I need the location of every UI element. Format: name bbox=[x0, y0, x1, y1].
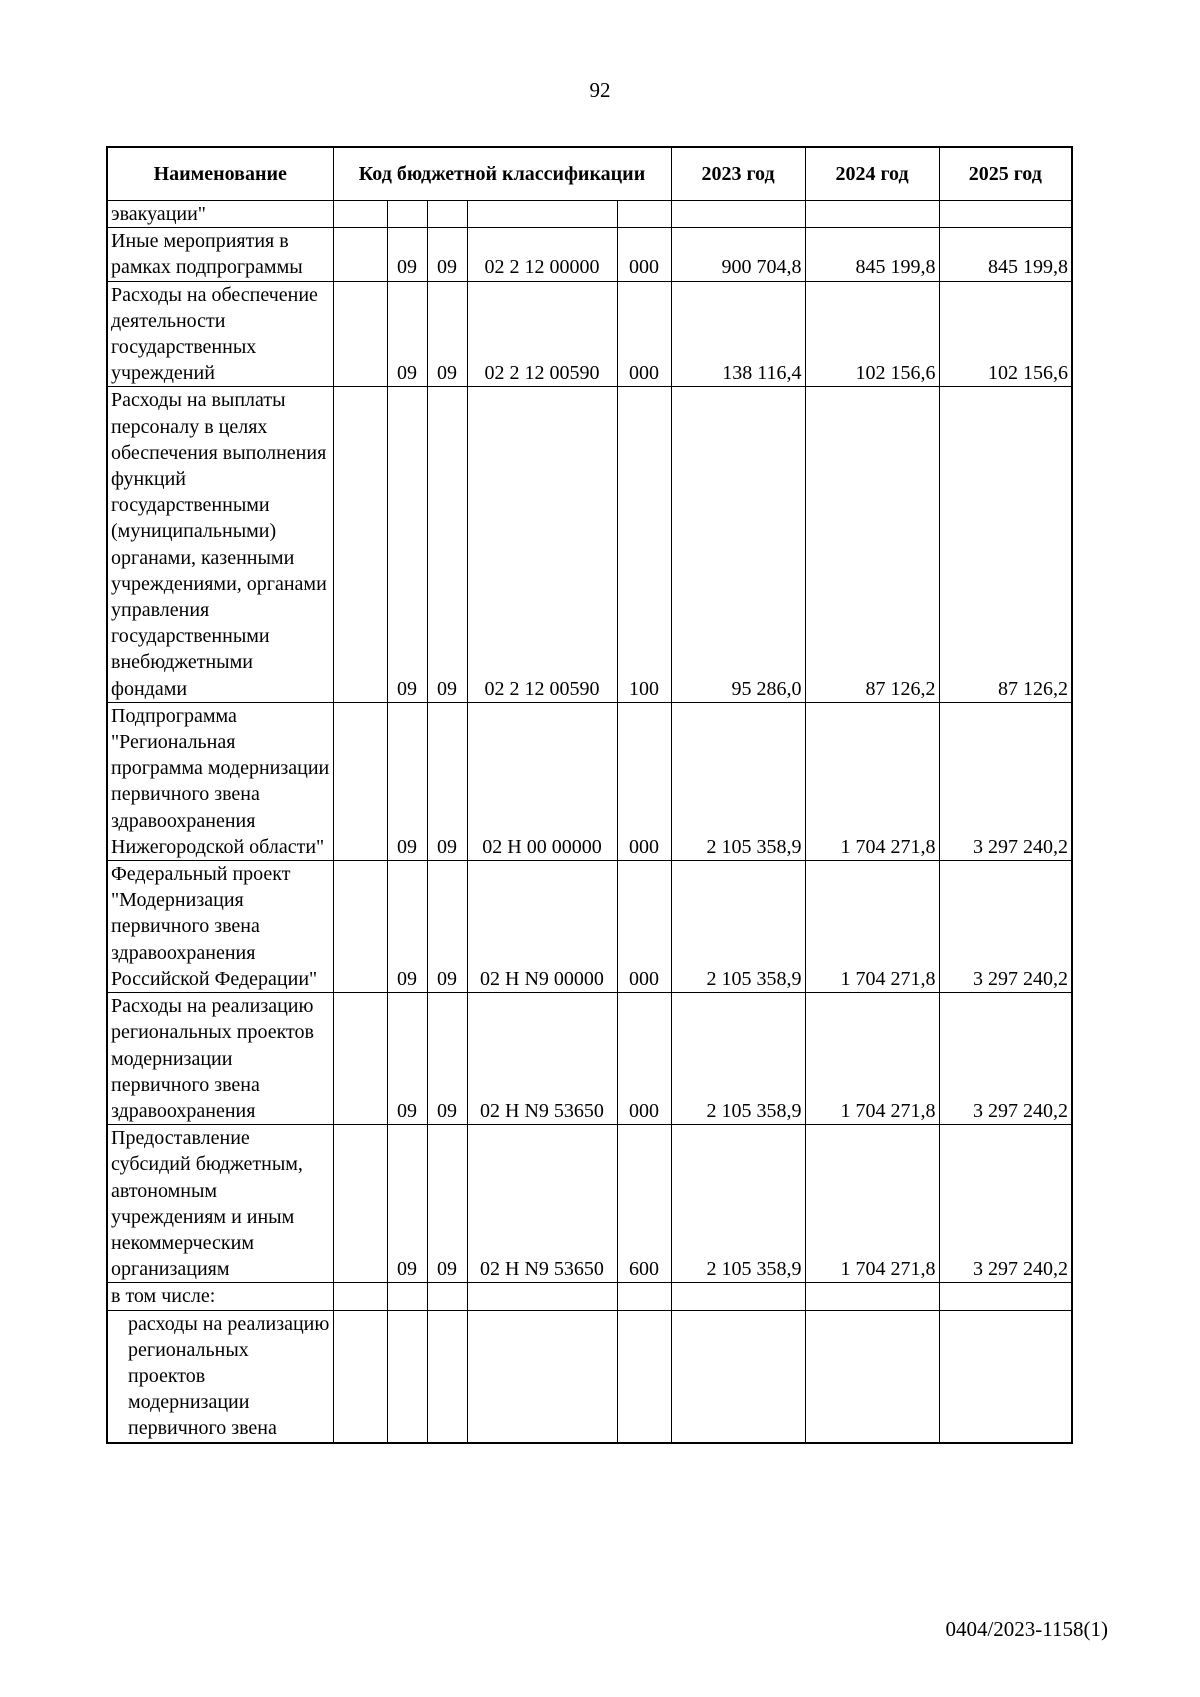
table-row bbox=[107, 387, 1072, 702]
code-extra bbox=[333, 281, 387, 387]
value-2025 bbox=[939, 201, 1072, 228]
code-target bbox=[467, 1310, 617, 1443]
header-2025: 2025 год bbox=[939, 147, 1072, 201]
code-target: 02 2 12 00590 bbox=[467, 281, 617, 387]
code-extra bbox=[333, 993, 387, 1125]
code-subsection: 09 bbox=[427, 861, 467, 993]
row-name: Расходы на реализацию региональных проектов модернизации первичного звена здравоохранения bbox=[107, 993, 333, 1125]
value-2023: 138 116,4 bbox=[671, 281, 805, 387]
code-extra bbox=[333, 1283, 387, 1310]
table-row bbox=[107, 281, 1072, 387]
value-2025 bbox=[939, 1283, 1072, 1310]
value-2024: 1 704 271,8 bbox=[805, 1125, 939, 1283]
code-section: 09 bbox=[387, 228, 427, 281]
row-name: Подпрограмма "Региональная программа модернизации первичного звена здравоохранения Нижегородской области" bbox=[107, 702, 333, 860]
value-2024: 845 199,8 bbox=[805, 228, 939, 281]
value-2024 bbox=[805, 201, 939, 228]
value-2023: 95 286,0 bbox=[671, 387, 805, 702]
code-expense-type: 000 bbox=[617, 702, 671, 860]
code-expense-type bbox=[617, 1283, 671, 1310]
table-row bbox=[107, 201, 1072, 228]
value-2025: 3 297 240,2 bbox=[939, 861, 1072, 993]
value-2025: 3 297 240,2 bbox=[939, 1125, 1072, 1283]
code-target bbox=[467, 1283, 617, 1310]
code-extra bbox=[333, 387, 387, 702]
value-2023: 2 105 358,9 bbox=[671, 993, 805, 1125]
value-2024 bbox=[805, 1283, 939, 1310]
row-name: Иные мероприятия в рамках подпрограммы bbox=[107, 228, 333, 281]
code-expense-type: 000 bbox=[617, 281, 671, 387]
code-expense-type: 600 bbox=[617, 1125, 671, 1283]
value-2024: 87 126,2 bbox=[805, 387, 939, 702]
table-row bbox=[107, 861, 1072, 993]
code-extra bbox=[333, 702, 387, 860]
code-subsection: 09 bbox=[427, 387, 467, 702]
code-expense-type: 000 bbox=[617, 993, 671, 1125]
code-subsection: 09 bbox=[427, 993, 467, 1125]
code-section: 09 bbox=[387, 387, 427, 702]
value-2023: 900 704,8 bbox=[671, 228, 805, 281]
value-2023: 2 105 358,9 bbox=[671, 702, 805, 860]
code-subsection: 09 bbox=[427, 1125, 467, 1283]
code-subsection: 09 bbox=[427, 281, 467, 387]
table-row bbox=[107, 702, 1072, 860]
code-extra bbox=[333, 228, 387, 281]
value-2025: 3 297 240,2 bbox=[939, 993, 1072, 1125]
code-section: 09 bbox=[387, 1125, 427, 1283]
code-subsection bbox=[427, 1283, 467, 1310]
value-2025 bbox=[939, 1310, 1072, 1443]
code-section bbox=[387, 1283, 427, 1310]
code-section: 09 bbox=[387, 993, 427, 1125]
code-expense-type: 100 bbox=[617, 387, 671, 702]
code-section: 09 bbox=[387, 281, 427, 387]
value-2024: 1 704 271,8 bbox=[805, 702, 939, 860]
header-row bbox=[107, 147, 1072, 201]
code-subsection bbox=[427, 201, 467, 228]
code-target: 02 Н N9 53650 bbox=[467, 993, 617, 1125]
value-2023 bbox=[671, 1283, 805, 1310]
row-name: в том числе: bbox=[107, 1283, 333, 1310]
code-expense-type bbox=[617, 1310, 671, 1443]
code-extra bbox=[333, 861, 387, 993]
value-2024 bbox=[805, 1310, 939, 1443]
header-2024: 2024 год bbox=[805, 147, 939, 201]
table-row bbox=[107, 1283, 1072, 1310]
value-2024: 1 704 271,8 bbox=[805, 993, 939, 1125]
table-row bbox=[107, 1125, 1072, 1283]
page-number: 92 bbox=[589, 78, 611, 102]
value-2025: 102 156,6 bbox=[939, 281, 1072, 387]
table-row bbox=[107, 228, 1072, 281]
code-section: 09 bbox=[387, 702, 427, 860]
code-target bbox=[467, 201, 617, 228]
value-2023: 2 105 358,9 bbox=[671, 1125, 805, 1283]
code-subsection: 09 bbox=[427, 702, 467, 860]
code-expense-type: 000 bbox=[617, 228, 671, 281]
row-name: Расходы на обеспечение деятельности государственных учреждений bbox=[107, 281, 333, 387]
code-subsection: 09 bbox=[427, 228, 467, 281]
code-target: 02 2 12 00590 bbox=[467, 387, 617, 702]
row-name: Федеральный проект "Модернизация первичного звена здравоохранения Российской Федерации" bbox=[107, 861, 333, 993]
code-subsection bbox=[427, 1310, 467, 1443]
code-extra bbox=[333, 1310, 387, 1443]
header-2023: 2023 год bbox=[671, 147, 805, 201]
row-name: эвакуации" bbox=[107, 201, 333, 228]
code-section bbox=[387, 201, 427, 228]
document-code: 0404/2023-1158(1) bbox=[945, 1617, 1108, 1641]
code-target: 02 2 12 00000 bbox=[467, 228, 617, 281]
code-section bbox=[387, 1310, 427, 1443]
code-expense-type: 000 bbox=[617, 861, 671, 993]
header-code: Код бюджетной классификации bbox=[333, 147, 671, 201]
row-name: расходы на реализацию региональных проектов модернизации первичного звена bbox=[107, 1310, 333, 1443]
row-name: Расходы на выплаты персоналу в целях обеспечения выполнения функций государственными (муниципальными) органами, казенными учреждениями, органами управления государственными внебюджетными фондами bbox=[107, 387, 333, 702]
header-name: Наименование bbox=[107, 147, 333, 201]
value-2025: 845 199,8 bbox=[939, 228, 1072, 281]
row-name: Предоставление субсидий бюджетным, автономным учреждениям и иным некоммерческим организациям bbox=[107, 1125, 333, 1283]
code-expense-type bbox=[617, 201, 671, 228]
code-target: 02 Н N9 53650 bbox=[467, 1125, 617, 1283]
table-row bbox=[107, 1310, 1072, 1443]
table-row bbox=[107, 993, 1072, 1125]
value-2025: 3 297 240,2 bbox=[939, 702, 1072, 860]
code-extra bbox=[333, 1125, 387, 1283]
code-target: 02 Н N9 00000 bbox=[467, 861, 617, 993]
value-2023: 2 105 358,9 bbox=[671, 861, 805, 993]
code-section: 09 bbox=[387, 861, 427, 993]
budget-table bbox=[106, 146, 1073, 1444]
value-2025: 87 126,2 bbox=[939, 387, 1072, 702]
value-2024: 102 156,6 bbox=[805, 281, 939, 387]
value-2023 bbox=[671, 1310, 805, 1443]
code-target: 02 Н 00 00000 bbox=[467, 702, 617, 860]
value-2023 bbox=[671, 201, 805, 228]
value-2024: 1 704 271,8 bbox=[805, 861, 939, 993]
code-extra bbox=[333, 201, 387, 228]
